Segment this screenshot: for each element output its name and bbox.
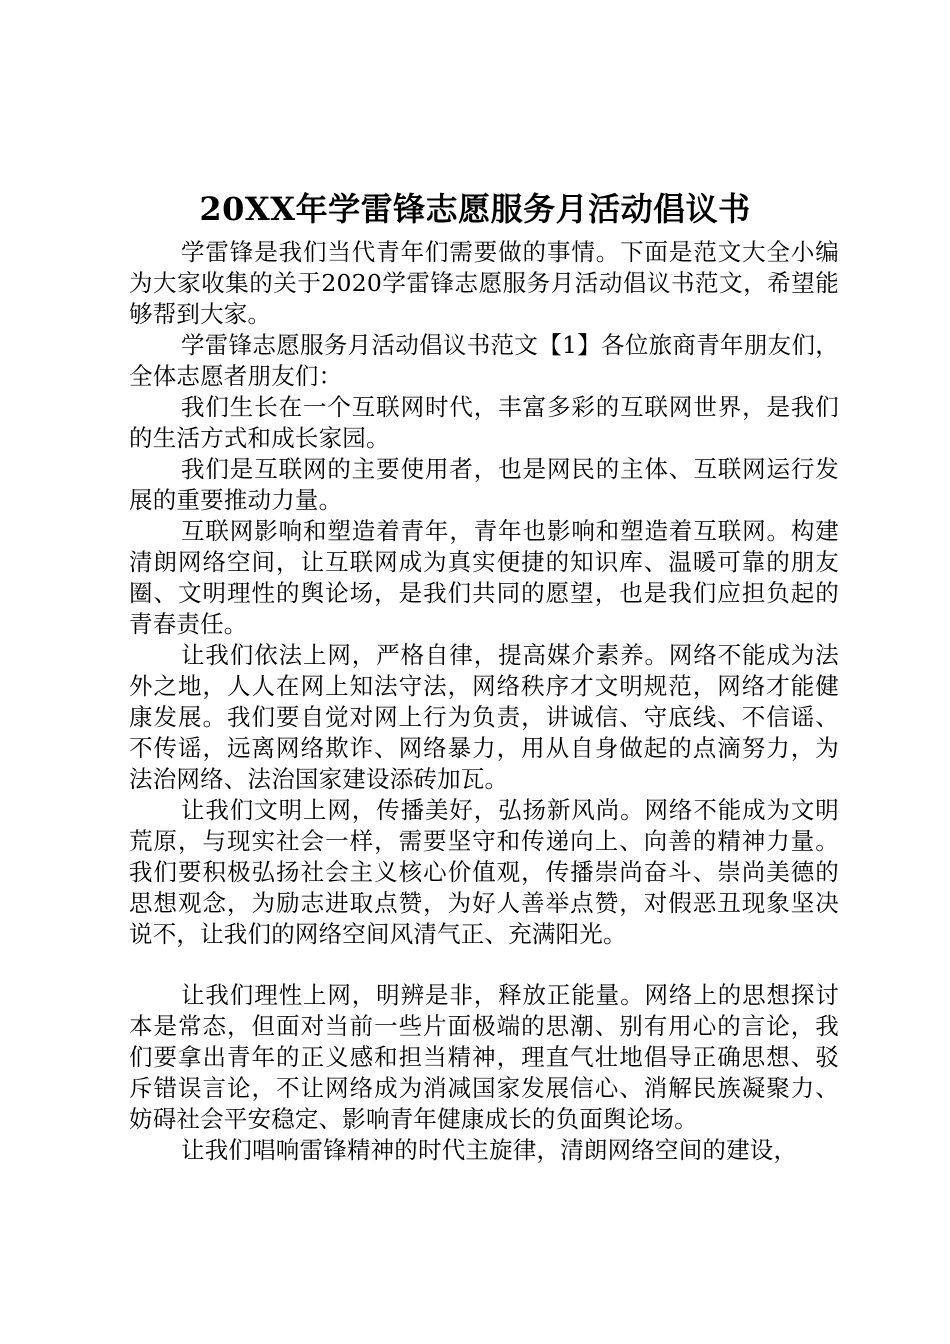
paragraph-rational-online: 让我们理性上网，明辨是非，释放正能量。网络上的思想探讨本是常态，但面对当前一些片面极端的思潮、别有用心的言论，我们要拿出青年的正义感和担当精神，理直气壮地倡导正确思想、驳斥错误言论，不让网络成为消减国家发展信心、消解民族凝聚力、妨碍社会平安稳定、影响青年健康成长的负面舆论场。 bbox=[129, 981, 839, 1133]
paragraph-lawful-online: 让我们依法上网，严格自律，提高媒介素养。网络不能成为法外之地，人人在网上知法守法，网络秩序才文明规范，网络才能健康发展。我们要自觉对网上行为负责，讲诚信、守底线、不信谣、不传谣，远离网络欺诈、网络暴力，用从自身做起的点滴努力，为法治网络、法治国家建设添砖加瓦。 bbox=[129, 641, 839, 793]
document-title: 20XX年学雷锋志愿服务月活动倡议书 bbox=[199, 190, 751, 228]
blank-line bbox=[129, 950, 839, 980]
paragraph-civilized-online: 让我们文明上网，传播美好，弘扬新风尚。网络不能成为文明荒原，与现实社会一样，需要坚守和传递向上、向善的精神力量。我们要积极弘扬社会主义核心价值观，传播崇尚奋斗、崇尚美德的思想观念，为励志进取点赞，为好人善举点赞，对假恶丑现象坚决说不，让我们的网络空间风清气正、充满阳光。 bbox=[129, 796, 839, 948]
paragraph-shape-internet: 互联网影响和塑造着青年，青年也影响和塑造着互联网。构建清朗网络空间，让互联网成为真实便捷的知识库、温暖可靠的朋友圈、文明理性的舆论场，是我们共同的愿望，也是我们应担负起的青春责任。 bbox=[129, 517, 839, 638]
document-body bbox=[129, 237, 839, 1166]
paragraph-main-users: 我们是互联网的主要使用者，也是网民的主体、互联网运行发展的重要推动力量。 bbox=[129, 455, 839, 514]
paragraph-salutation: 学雷锋志愿服务月活动倡议书范文【1】各位旅商青年朋友们，全体志愿者朋友们： bbox=[129, 331, 839, 390]
paragraph-leifeng-spirit: 让我们唱响雷锋精神的时代主旋律，清朗网络空间的建设， bbox=[181, 1136, 798, 1164]
paragraph-intro: 学雷锋是我们当代青年们需要做的事情。下面是范文大全小编为大家收集的关于2020学雷锋志愿服务月活动倡议书范文，希望能够帮到大家。 bbox=[129, 238, 839, 328]
paragraph-internet-era: 我们生长在一个互联网时代，丰富多彩的互联网世界，是我们的生活方式和成长家园。 bbox=[129, 393, 839, 452]
